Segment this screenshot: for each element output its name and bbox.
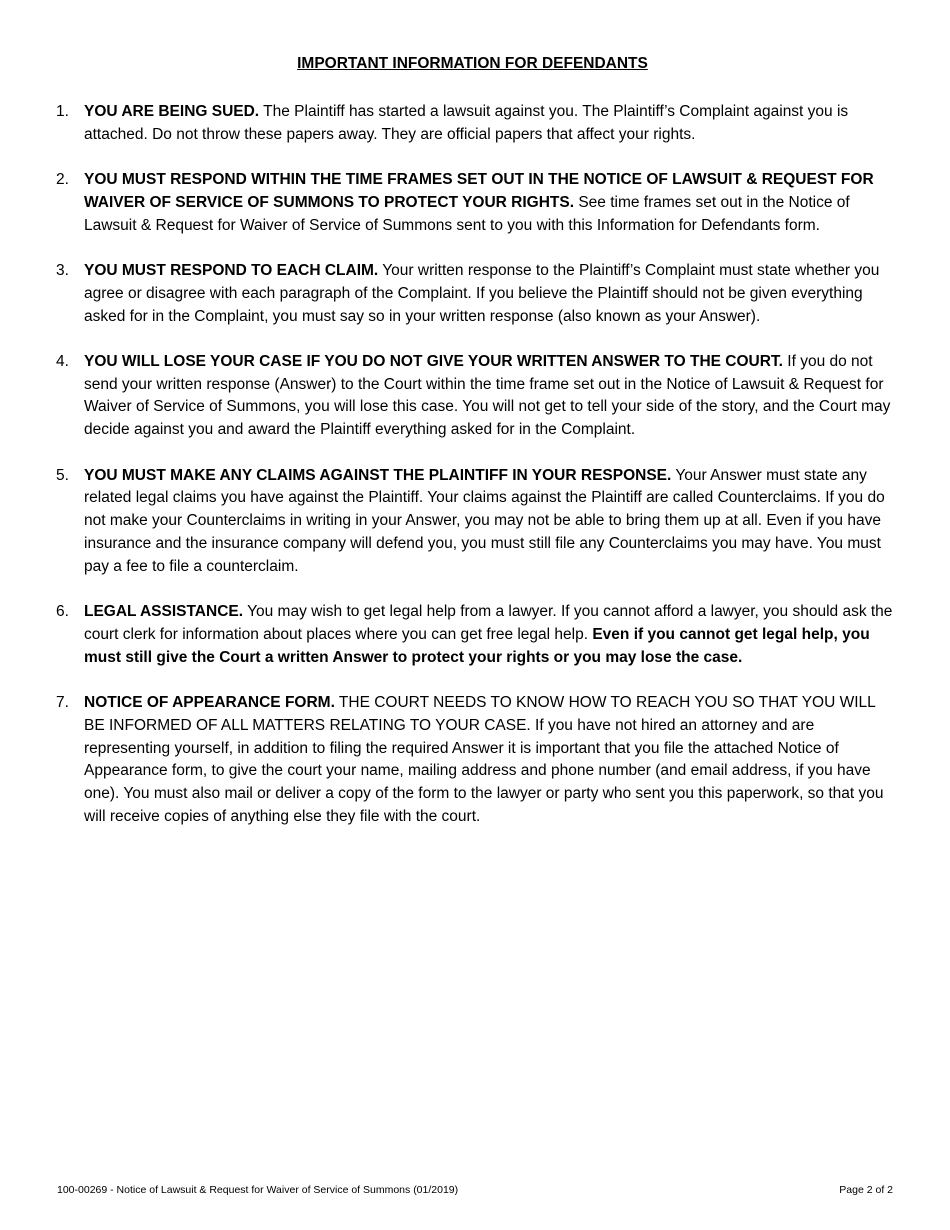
- item-number: 5.: [56, 466, 69, 484]
- footer-form-info: 100-00269 - Notice of Lawsuit & Request for Waiver of Service of Summons (01/2019): [57, 1184, 459, 1196]
- item-number: 4.: [56, 352, 69, 370]
- item-number: 2.: [56, 171, 69, 189]
- item-heading: YOU MUST RESPOND TO EACH CLAIM.: [84, 261, 379, 279]
- item-heading: YOU ARE BEING SUED.: [84, 103, 260, 120]
- item-bold-text: Even if you cannot get legal help, you must still give the Court a written Answer to protect your rights or you may lose the case.: [84, 625, 870, 666]
- item-number: 1.: [56, 103, 69, 120]
- list-item: [0, 260, 950, 328]
- list-item: [0, 465, 950, 579]
- item-number: 6.: [56, 603, 69, 621]
- item-heading: LEGAL ASSISTANCE.: [84, 603, 244, 621]
- item-heading: YOU MUST MAKE ANY CLAIMS AGAINST THE PLAINTIFF IN YOUR RESPONSE.: [84, 466, 672, 484]
- item-heading: NOTICE OF APPEARANCE FORM.: [84, 693, 335, 711]
- list-item: [0, 692, 950, 829]
- list-item: [0, 169, 950, 237]
- item-text: See time frames set out in the Notice of Lawsuit & Request for Waiver of Service of Summons sent to you with this Information for Defendants form.: [84, 193, 850, 234]
- item-text: Your Answer must state any related legal claims you have against the Plaintiff. Your claims against the Plaintiff are called Counterclaims. If you do not make your Counterclaims in writing in your Answer, you may not be able to bring them up at all. Even if you have insurance and the insurance company will defend you, you must still file any Counterclaims you may have. You must pay a fee to file a counterclaim.: [84, 466, 885, 575]
- item-text: The Plaintiff has started a lawsuit against you. The Plaintiff’s Complaint against you is attached. Do not throw these papers away. They are official papers that affect your rights.: [84, 103, 849, 143]
- list-item: [0, 351, 950, 442]
- item-text: Your written response to the Plaintiff’s Complaint must state whether you agree or disagree with each paragraph of the Complaint. If you believe the Plaintiff should not be given everything asked for in the Complaint, you must say so in your written response (also known as your Answer).: [84, 261, 880, 325]
- item-text: You may wish to get legal help from a lawyer. If you cannot afford a lawyer, you should ask the court clerk for information about places where you can get free legal help.: [84, 603, 893, 643]
- list-item: [0, 101, 950, 147]
- item-number: 7.: [56, 693, 69, 711]
- item-heading: YOU WILL LOSE YOUR CASE IF YOU DO NOT GIVE YOUR WRITTEN ANSWER TO THE COURT.: [84, 352, 783, 370]
- item-text: THE COURT NEEDS TO KNOW HOW TO REACH YOU SO THAT YOU WILL BE INFORMED OF ALL MATTERS RELATING TO YOUR CASE. If you have not hired an attorney and are representing yourself, in addition to filing the required Answer it is important that you file the attached Notice of Appearance form, to give the court your name, mailing address and phone number (and email address, if you have one). You must also mail or deliver a copy of the form to the lawyer or party who sent you this paperwork, so that you will receive copies of anything else they file with the court.: [84, 693, 884, 825]
- item-text: If you do not send your written response (Answer) to the Court within the time frame set out in the Notice of Lawsuit & Request for Waiver of Service of Summons, you will lose this case. You will not get to tell your side of the story, and the Court may decide against you and award the Plaintiff everything asked for in the Complaint.: [84, 352, 891, 439]
- list-item: [0, 601, 950, 669]
- information-list: [0, 101, 950, 851]
- page-title: IMPORTANT INFORMATION FOR DEFENDANTS: [297, 55, 648, 72]
- item-heading: YOU MUST RESPOND WITHIN THE TIME FRAMES SET OUT IN THE NOTICE OF LAWSUIT & REQUEST FOR WAIVER OF SERVICE OF SUMMONS TO PROTECT YOUR RIGHTS.: [84, 171, 874, 211]
- item-number: 3.: [56, 261, 69, 279]
- footer-page-number: Page 2 of 2: [839, 1184, 893, 1196]
